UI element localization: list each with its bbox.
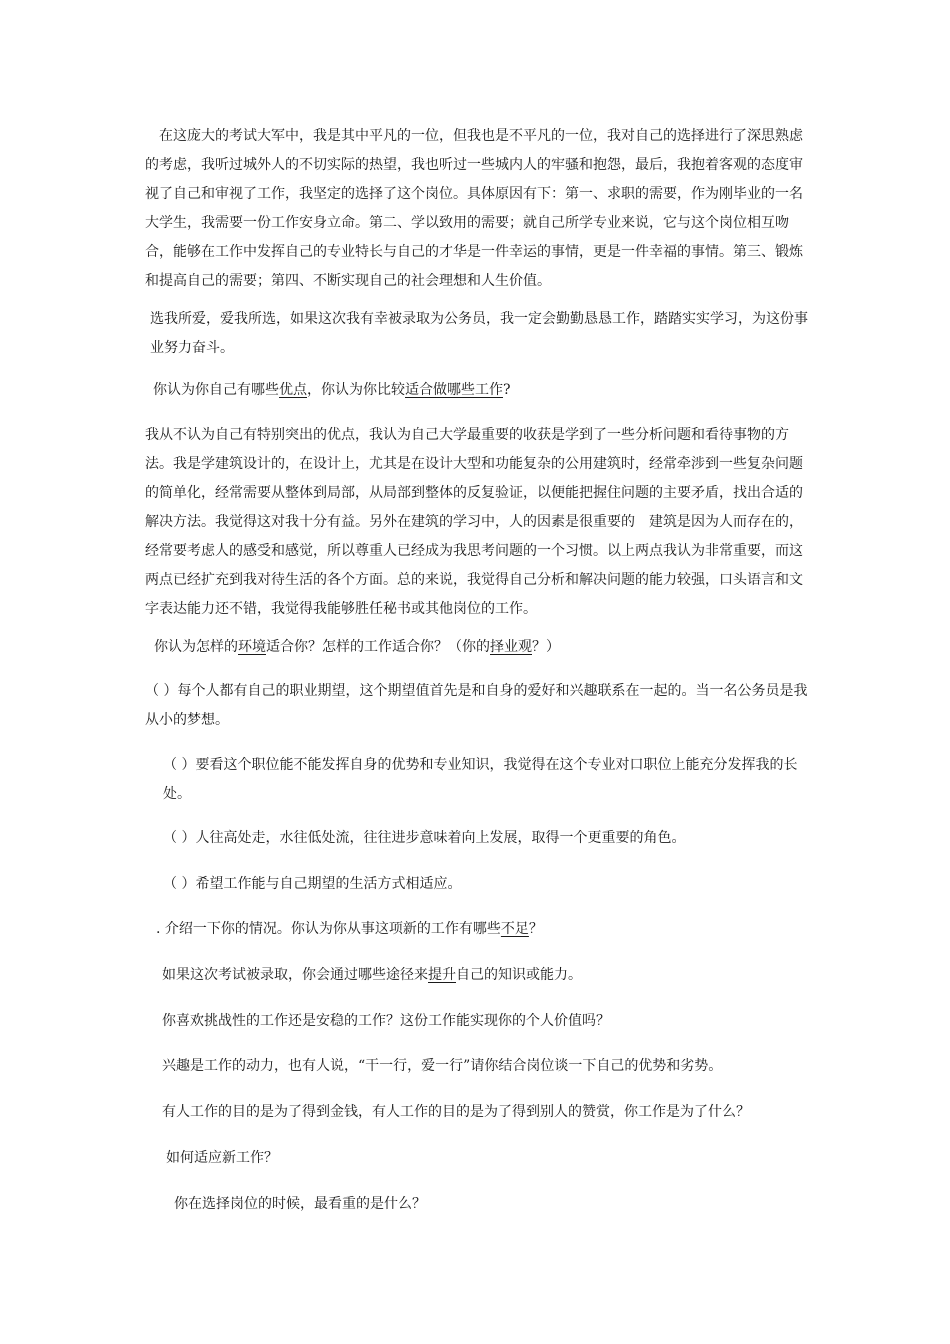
list-item-expectation: （ ）每个人都有自己的职业期望，这个期望值首先是和自身的爱好和兴趣联系在一起的。当一名公务员是我从小的梦想。	[145, 683, 808, 728]
question-shortcomings: . 介绍一下你的情况。你认为你从事这项新的工作有哪些不足？	[156, 921, 543, 937]
paragraph-strengths-answer: 我从不认为自己有特别突出的优点，我认为自己大学最重要的收获是学到了一些分析问题和看待事物的方法。我是学建筑设计的，在设计上，尤其是在设计大型和功能复杂的公用建筑时，经常牵涉到一些复杂问题的简单化，经常需要从整体到局部，从局部到整体的反复验证，以便能把握住问题的主要矛盾，找出合适的解决方法。我觉得这对我十分有益。另外在建筑的学习中，人的因素是很重要的 建筑是因为人而存在的，经常要考虑人的感受和感觉，所以尊重人已经成为我思考问题的一个习惯。以上两点我认为非常重要，而这两点已经扩充到我对待生活的各个方面。总的来说，我觉得自己分析和解决问题的能力较强，口头语言和文字表达能力还不错，我觉得我能够胜任秘书或其他岗位的工作。	[145, 427, 803, 617]
link-strengths: 优点	[279, 382, 307, 398]
question-interest: 兴趣是工作的动力，也有人说，“干一行，爱一行”请你结合岗位谈一下自己的优势和劣势。	[162, 1058, 723, 1074]
question-challenge: 你喜欢挑战性的工作还是安稳的工作？这份工作能实现你的个人价值吗？	[162, 1013, 610, 1029]
link-suitable-work: 适合做哪些工作	[405, 382, 503, 398]
question-environment: 你认为怎样的环境适合你？怎样的工作适合你？（你的择业观？）	[154, 639, 560, 655]
paragraph-exam-choice: 在这庞大的考试大军中，我是其中平凡的一位，但我也是不平凡的一位，我对自己的选择进行了深思熟虑的考虑，我听过城外人的不切实际的热望，我也听过一些城内人的牢骚和抱怨，最后，我抱着客观的态度审视了自己和审视了工作，我坚定的选择了这个岗位。具体原因有下：第一、求职的需要，作为刚毕业的一名大学生，我需要一份工作安身立命。第二、学以致用的需要；就自己所学专业来说，它与这个岗位相互吻合，能够在工作中发挥自己的专业特长与自己的才华是一件幸运的事情，更是一件幸福的事情。第三、锻炼和提高自己的需要；第四、不断实现自己的社会理想和人生价值。	[145, 128, 803, 289]
paragraph-commitment: 选我所爱，爱我所选，如果这次我有幸被录取为公务员，我一定会勤勤恳恳工作，踏踏实实学习，为这份事业努力奋斗。	[150, 311, 808, 356]
question-adapt: 如何适应新工作？	[166, 1150, 278, 1166]
link-shortcomings: 不足	[500, 921, 529, 937]
question-priority: 你在选择岗位的时候，最看重的是什么？	[174, 1196, 426, 1212]
link-environment: 环境	[238, 639, 266, 655]
link-improve: 提升	[428, 967, 456, 983]
list-item-lifestyle: （ ）希望工作能与自己期望的生活方式相适应。	[163, 876, 462, 892]
question-strengths: 你认为你自己有哪些优点，你认为你比较适合做哪些工作?	[153, 382, 511, 398]
list-item-progress: （ ）人往高处走，水往低处流，往往进步意味着向上发展，取得一个更重要的角色。	[163, 830, 686, 846]
question-purpose: 有人工作的目的是为了得到金钱，有人工作的目的是为了得到别人的赞赏，你工作是为了什么？	[162, 1104, 750, 1120]
link-career-view: 择业观	[490, 639, 532, 655]
list-item-advantage: （ ）要看这个职位能不能发挥自身的优势和专业知识，我觉得在这个专业对口职位上能充分发挥我的长处。	[163, 757, 798, 802]
question-improvement: 如果这次考试被录取，你会通过哪些途径来提升自己的知识或能力。	[162, 967, 582, 983]
